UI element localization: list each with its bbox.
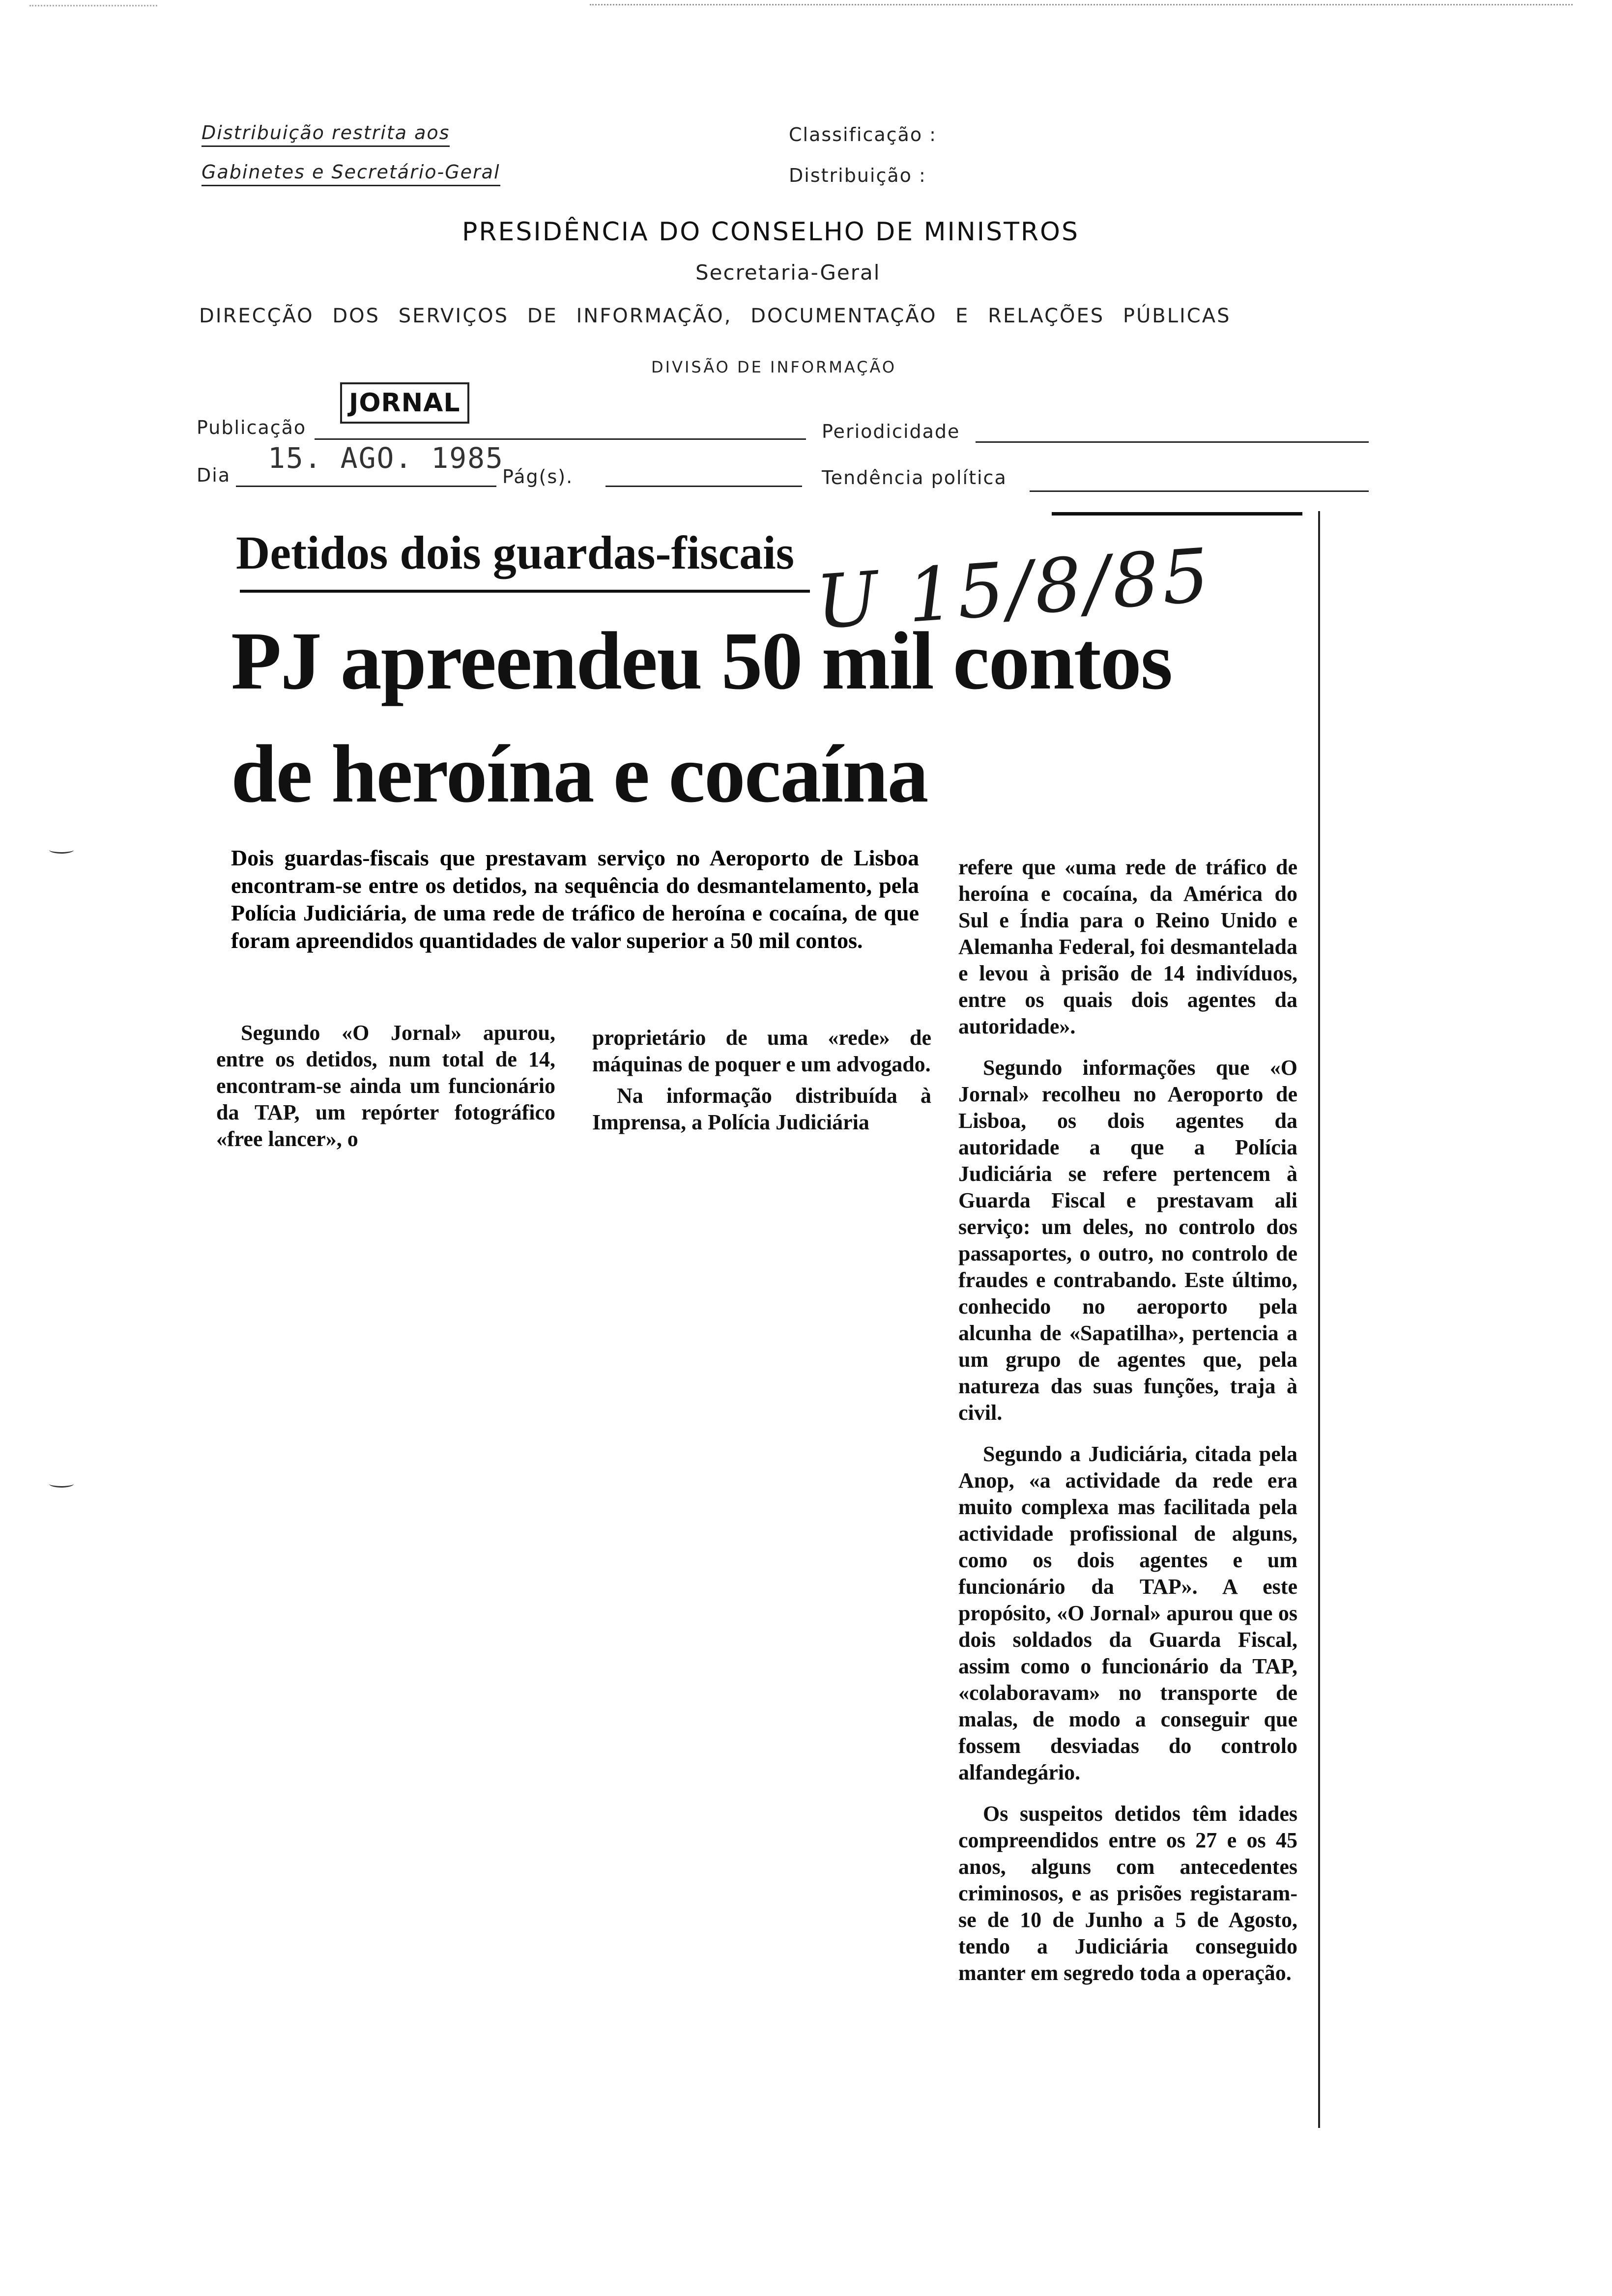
day-value: 15. AGO. 1985 [268, 441, 504, 475]
article-kicker: Detidos dois guardas-fiscais [236, 526, 795, 579]
paragraph: Os suspeitos detidos têm idades compreendidos entre os 27 e os 45 anos, alguns com antecedentes criminosos, e as prisões registaram-se de 10 de Junho a 5 de Agosto, tendo a Judiciária conseguido manter em segredo toda a operação. [958, 1802, 1297, 1985]
classification-label: Classificação : [789, 124, 937, 145]
article-column-2 [592, 1025, 931, 1150]
article-lead: Dois guardas-fiscais que prestavam serviço no Aeroporto de Lisboa encontram-se entre os detidos, na sequência do desmantelamento, pela Polícia Judiciária, de uma rede de tráfico de heroína e cocaína, de que foram apreendidos quantidades de valor superior a 50 mil contos. [231, 845, 919, 953]
scan-edge-mark [29, 5, 157, 6]
article-column-3 [958, 854, 1297, 2001]
distribution-label: Distribuição : [789, 165, 926, 186]
paragraph: refere que «uma rede de tráfico de heroína e cocaína, da América do Sul e Índia para o Reino Unido e Alemanha Federal, foi desmantelada e levou à prisão de 14 indivíduos, entre os quais dois agentes da autoridade». [958, 855, 1297, 1038]
paragraph: Segundo informações que «O Jornal» recolheu no Aeroporto de Lisboa, os dois agentes da autoridade a que a Polícia Judiciária se refere pertencem à Guarda Fiscal e prestavam ali serviço: um deles, no controlo dos passaportes, o outro, no controlo de fraudes e contrabando. Este último, conhecido no aeroporto pela alcunha de «Sapatilha», pertencia a um grupo de agentes que, pela natureza das suas funções, traja à civil. [958, 1056, 1297, 1425]
publication-stamp: JORNAL [340, 382, 469, 424]
distribution-restricted-line2: Gabinetes e Secretário-Geral [202, 161, 500, 186]
political-tendency-label: Tendência política [822, 467, 1007, 488]
periodicity-label: Periodicidade [822, 421, 960, 442]
day-label: Dia [197, 464, 231, 486]
direction-title: DIRECÇÃO DOS SERVIÇOS DE INFORMAÇÃO, DOCUMENTAÇÃO E RELAÇÕES PÚBLICAS [199, 305, 1231, 327]
pages-field-line [605, 486, 802, 487]
article-headline-line1: PJ apreendeu 50 mil contos [231, 615, 1172, 707]
pages-label: Pág(s). [502, 466, 574, 488]
article-column-1 [216, 1020, 555, 1167]
paragraph: Segundo «O Jornal» apurou, entre os detidos, num total de 14, encontram-se ainda um funcionário da TAP, um repórter fotográfico «free lancer», o [216, 1021, 555, 1151]
punch-mark [49, 1480, 74, 1488]
scan-edge-mark [590, 4, 1573, 5]
handwritten-note: U 15/8/85 [813, 533, 1215, 646]
paragraph: proprietário de uma «rede» de máquinas de poquer e um advogado. [592, 1026, 931, 1076]
division-title: DIVISÃO DE INFORMAÇÃO [651, 358, 897, 376]
publication-label: Publicação [197, 417, 307, 438]
clipping-top-rule [1052, 512, 1302, 516]
kicker-underline [240, 590, 810, 593]
paragraph: Segundo a Judiciária, citada pela Anop, «a actividade da rede era muito complexa mas facilitada pela actividade profissional de alguns, como os dois agentes e um funcionário da TAP». A este propósito, «O Jornal» apurou que os dois soldados da Guarda Fiscal, assim como o funcionário da TAP, «colaboravam» no transporte de malas, de modo a conseguir que fossem desviadas do controlo alfandegário. [958, 1442, 1297, 1784]
article-headline-line2: de heroína e cocaína [231, 728, 928, 820]
ministry-title: PRESIDÊNCIA DO CONSELHO DE MINISTROS [462, 217, 1079, 247]
day-field-line [236, 486, 496, 487]
distribution-restricted-line1: Distribuição restrita aos [202, 122, 450, 147]
political-tendency-field-line [1030, 490, 1369, 492]
publication-field-line [315, 438, 806, 440]
punch-mark [49, 846, 74, 854]
secretariat-title: Secretaria-Geral [695, 260, 881, 285]
paragraph: Na informação distribuída à Imprensa, a Polícia Judiciária [592, 1084, 931, 1134]
clipping-right-rule [1318, 511, 1320, 2128]
periodicity-field-line [976, 441, 1369, 443]
